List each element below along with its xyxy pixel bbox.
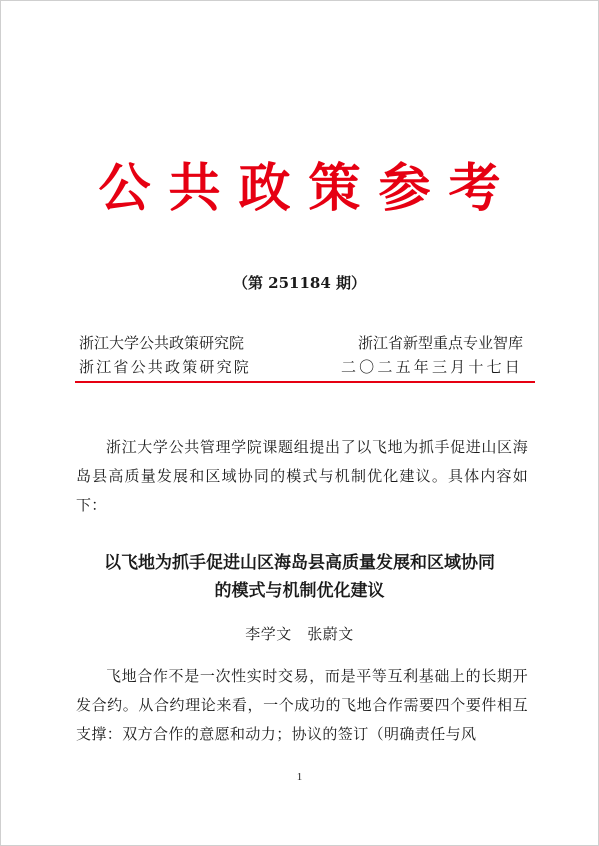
org-row-1: [79, 333, 523, 353]
article-title-line-1: 以飞地为抓手促进山区海岛县高质量发展和区域协同: [104, 553, 495, 573]
publication-date: 二〇二五年三月十七日: [340, 358, 523, 376]
masthead-title: 公共政策参考: [98, 158, 519, 219]
body-paragraph: 飞地合作不是一次性实时交易，而是平等互利基础上的长期开发合约。从合约理论来看，一个成功的飞地合作需要四个要件相互支撑：双方合作的意愿和动力；协议的签订（明确责任与风: [76, 667, 528, 743]
article-title: [61, 549, 538, 605]
article-title-line-2: 的模式与机制优化建议: [214, 581, 385, 601]
think-tank-name: 浙江省新型重点专业智库: [357, 334, 523, 352]
org-row-2: [79, 357, 523, 377]
provincial-institute-name: 浙江省公共政策研究院: [79, 358, 252, 376]
intro-paragraph: 浙江大学公共管理学院课题组提出了以飞地为抓手促进山区海岛县高质量发展和区域协同的模式与机制优化建议。具体内容如下：: [76, 438, 528, 514]
article-authors: 李学文 张蔚文: [245, 625, 354, 643]
issue-number: （第 251184 期）: [232, 274, 367, 292]
page-number: 1: [296, 771, 303, 783]
publisher-name: 浙江大学公共政策研究院: [79, 334, 245, 352]
header-divider: [75, 381, 535, 383]
